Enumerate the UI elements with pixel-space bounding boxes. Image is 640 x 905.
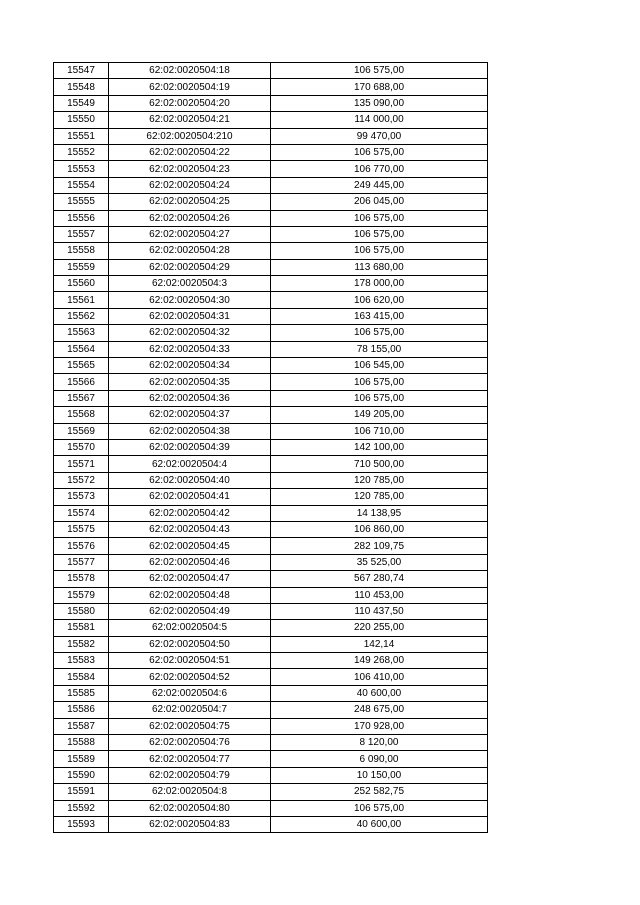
row-number-cell: 15571 [54, 456, 109, 472]
cadastral-number-cell: 62:02:0020504:29 [109, 259, 271, 275]
value-cell: 8 120,00 [271, 735, 488, 751]
row-number-cell: 15564 [54, 341, 109, 357]
table-row [54, 144, 488, 160]
value-cell: 249 445,00 [271, 177, 488, 193]
table-row [54, 128, 488, 144]
value-cell: 106 575,00 [271, 800, 488, 816]
table-row [54, 653, 488, 669]
value-cell: 106 575,00 [271, 63, 488, 79]
value-cell: 170 688,00 [271, 79, 488, 95]
table-row [54, 456, 488, 472]
row-number-cell: 15547 [54, 63, 109, 79]
value-cell: 120 785,00 [271, 489, 488, 505]
row-number-cell: 15561 [54, 292, 109, 308]
row-number-cell: 15584 [54, 669, 109, 685]
table-row [54, 816, 488, 832]
cadastral-number-cell: 62:02:0020504:51 [109, 653, 271, 669]
cadastral-number-cell: 62:02:0020504:21 [109, 112, 271, 128]
row-number-cell: 15580 [54, 603, 109, 619]
table-row [54, 472, 488, 488]
table-row [54, 587, 488, 603]
value-cell: 106 770,00 [271, 161, 488, 177]
value-cell: 567 280,74 [271, 571, 488, 587]
value-cell: 178 000,00 [271, 276, 488, 292]
table-row [54, 439, 488, 455]
cadastral-number-cell: 62:02:0020504:18 [109, 63, 271, 79]
row-number-cell: 15591 [54, 784, 109, 800]
row-number-cell: 15586 [54, 702, 109, 718]
row-number-cell: 15557 [54, 226, 109, 242]
value-cell: 114 000,00 [271, 112, 488, 128]
row-number-cell: 15570 [54, 439, 109, 455]
row-number-cell: 15567 [54, 390, 109, 406]
row-number-cell: 15551 [54, 128, 109, 144]
row-number-cell: 15587 [54, 718, 109, 734]
value-cell: 106 575,00 [271, 144, 488, 160]
table-row [54, 325, 488, 341]
cadastral-number-cell: 62:02:0020504:48 [109, 587, 271, 603]
cadastral-number-cell: 62:02:0020504:32 [109, 325, 271, 341]
row-number-cell: 15553 [54, 161, 109, 177]
value-cell: 113 680,00 [271, 259, 488, 275]
table-row [54, 489, 488, 505]
table-row [54, 603, 488, 619]
table-row [54, 210, 488, 226]
row-number-cell: 15555 [54, 194, 109, 210]
row-number-cell: 15552 [54, 144, 109, 160]
table-row [54, 374, 488, 390]
value-cell: 106 545,00 [271, 358, 488, 374]
table-row [54, 702, 488, 718]
cadastral-number-cell: 62:02:0020504:5 [109, 620, 271, 636]
cadastral-number-cell: 62:02:0020504:80 [109, 800, 271, 816]
cadastral-number-cell: 62:02:0020504:39 [109, 439, 271, 455]
table-row [54, 177, 488, 193]
table-row [54, 112, 488, 128]
value-cell: 149 268,00 [271, 653, 488, 669]
cadastral-number-cell: 62:02:0020504:47 [109, 571, 271, 587]
table-row [54, 800, 488, 816]
table-row [54, 276, 488, 292]
table-row [54, 767, 488, 783]
value-cell: 135 090,00 [271, 95, 488, 111]
value-cell: 142,14 [271, 636, 488, 652]
value-cell: 14 138,95 [271, 505, 488, 521]
cadastral-value-table [53, 62, 488, 833]
row-number-cell: 15568 [54, 407, 109, 423]
row-number-cell: 15554 [54, 177, 109, 193]
row-number-cell: 15581 [54, 620, 109, 636]
row-number-cell: 15573 [54, 489, 109, 505]
cadastral-number-cell: 62:02:0020504:4 [109, 456, 271, 472]
row-number-cell: 15559 [54, 259, 109, 275]
cadastral-number-cell: 62:02:0020504:27 [109, 226, 271, 242]
value-cell: 40 600,00 [271, 685, 488, 701]
table-row [54, 735, 488, 751]
cadastral-number-cell: 62:02:0020504:6 [109, 685, 271, 701]
value-cell: 120 785,00 [271, 472, 488, 488]
table-row [54, 226, 488, 242]
value-cell: 106 620,00 [271, 292, 488, 308]
row-number-cell: 15572 [54, 472, 109, 488]
cadastral-number-cell: 62:02:0020504:20 [109, 95, 271, 111]
value-cell: 106 860,00 [271, 521, 488, 537]
cadastral-number-cell: 62:02:0020504:41 [109, 489, 271, 505]
cadastral-number-cell: 62:02:0020504:31 [109, 308, 271, 324]
table-row [54, 161, 488, 177]
cadastral-number-cell: 62:02:0020504:33 [109, 341, 271, 357]
table-row [54, 636, 488, 652]
cadastral-number-cell: 62:02:0020504:38 [109, 423, 271, 439]
table-row [54, 341, 488, 357]
value-cell: 170 928,00 [271, 718, 488, 734]
value-cell: 35 525,00 [271, 554, 488, 570]
value-cell: 110 453,00 [271, 587, 488, 603]
value-cell: 6 090,00 [271, 751, 488, 767]
cadastral-number-cell: 62:02:0020504:76 [109, 735, 271, 751]
table-row [54, 63, 488, 79]
value-cell: 106 575,00 [271, 226, 488, 242]
value-cell: 10 150,00 [271, 767, 488, 783]
table-row [54, 669, 488, 685]
row-number-cell: 15589 [54, 751, 109, 767]
value-cell: 106 575,00 [271, 374, 488, 390]
row-number-cell: 15563 [54, 325, 109, 341]
table-row [54, 505, 488, 521]
row-number-cell: 15582 [54, 636, 109, 652]
value-cell: 106 575,00 [271, 210, 488, 226]
row-number-cell: 15548 [54, 79, 109, 95]
cadastral-number-cell: 62:02:0020504:75 [109, 718, 271, 734]
cadastral-number-cell: 62:02:0020504:7 [109, 702, 271, 718]
value-cell: 106 710,00 [271, 423, 488, 439]
value-cell: 282 109,75 [271, 538, 488, 554]
value-cell: 110 437,50 [271, 603, 488, 619]
table-row [54, 751, 488, 767]
value-cell: 40 600,00 [271, 816, 488, 832]
row-number-cell: 15578 [54, 571, 109, 587]
table-row [54, 538, 488, 554]
value-cell: 248 675,00 [271, 702, 488, 718]
table-row [54, 243, 488, 259]
row-number-cell: 15558 [54, 243, 109, 259]
table-row [54, 308, 488, 324]
value-cell: 106 410,00 [271, 669, 488, 685]
value-cell: 106 575,00 [271, 243, 488, 259]
value-cell: 149 205,00 [271, 407, 488, 423]
value-cell: 710 500,00 [271, 456, 488, 472]
row-number-cell: 15576 [54, 538, 109, 554]
value-cell: 106 575,00 [271, 390, 488, 406]
cadastral-number-cell: 62:02:0020504:34 [109, 358, 271, 374]
cadastral-number-cell: 62:02:0020504:35 [109, 374, 271, 390]
table-row [54, 620, 488, 636]
cadastral-number-cell: 62:02:0020504:22 [109, 144, 271, 160]
table-row [54, 423, 488, 439]
value-cell: 220 255,00 [271, 620, 488, 636]
table-body [54, 63, 488, 833]
table-row [54, 571, 488, 587]
cadastral-number-cell: 62:02:0020504:52 [109, 669, 271, 685]
cadastral-number-cell: 62:02:0020504:77 [109, 751, 271, 767]
cadastral-number-cell: 62:02:0020504:43 [109, 521, 271, 537]
row-number-cell: 15590 [54, 767, 109, 783]
row-number-cell: 15569 [54, 423, 109, 439]
table-row [54, 554, 488, 570]
row-number-cell: 15577 [54, 554, 109, 570]
table-row [54, 259, 488, 275]
table-row [54, 521, 488, 537]
table-row [54, 407, 488, 423]
value-cell: 78 155,00 [271, 341, 488, 357]
row-number-cell: 15585 [54, 685, 109, 701]
table-row [54, 194, 488, 210]
row-number-cell: 15593 [54, 816, 109, 832]
row-number-cell: 15583 [54, 653, 109, 669]
row-number-cell: 15565 [54, 358, 109, 374]
cadastral-number-cell: 62:02:0020504:24 [109, 177, 271, 193]
row-number-cell: 15592 [54, 800, 109, 816]
row-number-cell: 15562 [54, 308, 109, 324]
cadastral-number-cell: 62:02:0020504:45 [109, 538, 271, 554]
cadastral-number-cell: 62:02:0020504:49 [109, 603, 271, 619]
value-cell: 252 582,75 [271, 784, 488, 800]
cadastral-number-cell: 62:02:0020504:26 [109, 210, 271, 226]
cadastral-number-cell: 62:02:0020504:23 [109, 161, 271, 177]
table-row [54, 390, 488, 406]
value-cell: 142 100,00 [271, 439, 488, 455]
table-row [54, 784, 488, 800]
cadastral-number-cell: 62:02:0020504:40 [109, 472, 271, 488]
cadastral-number-cell: 62:02:0020504:25 [109, 194, 271, 210]
row-number-cell: 15550 [54, 112, 109, 128]
cadastral-number-cell: 62:02:0020504:3 [109, 276, 271, 292]
cadastral-number-cell: 62:02:0020504:83 [109, 816, 271, 832]
table-row [54, 358, 488, 374]
row-number-cell: 15556 [54, 210, 109, 226]
cadastral-number-cell: 62:02:0020504:42 [109, 505, 271, 521]
table-row [54, 718, 488, 734]
cadastral-number-cell: 62:02:0020504:46 [109, 554, 271, 570]
table-row [54, 79, 488, 95]
value-cell: 106 575,00 [271, 325, 488, 341]
cadastral-number-cell: 62:02:0020504:8 [109, 784, 271, 800]
cadastral-number-cell: 62:02:0020504:19 [109, 79, 271, 95]
cadastral-number-cell: 62:02:0020504:28 [109, 243, 271, 259]
cadastral-number-cell: 62:02:0020504:79 [109, 767, 271, 783]
cadastral-number-cell: 62:02:0020504:210 [109, 128, 271, 144]
value-cell: 206 045,00 [271, 194, 488, 210]
row-number-cell: 15574 [54, 505, 109, 521]
cadastral-number-cell: 62:02:0020504:50 [109, 636, 271, 652]
table-row [54, 95, 488, 111]
table-row [54, 685, 488, 701]
row-number-cell: 15575 [54, 521, 109, 537]
row-number-cell: 15560 [54, 276, 109, 292]
row-number-cell: 15566 [54, 374, 109, 390]
value-cell: 99 470,00 [271, 128, 488, 144]
row-number-cell: 15588 [54, 735, 109, 751]
value-cell: 163 415,00 [271, 308, 488, 324]
row-number-cell: 15579 [54, 587, 109, 603]
table-row [54, 292, 488, 308]
row-number-cell: 15549 [54, 95, 109, 111]
cadastral-number-cell: 62:02:0020504:30 [109, 292, 271, 308]
cadastral-number-cell: 62:02:0020504:37 [109, 407, 271, 423]
cadastral-number-cell: 62:02:0020504:36 [109, 390, 271, 406]
